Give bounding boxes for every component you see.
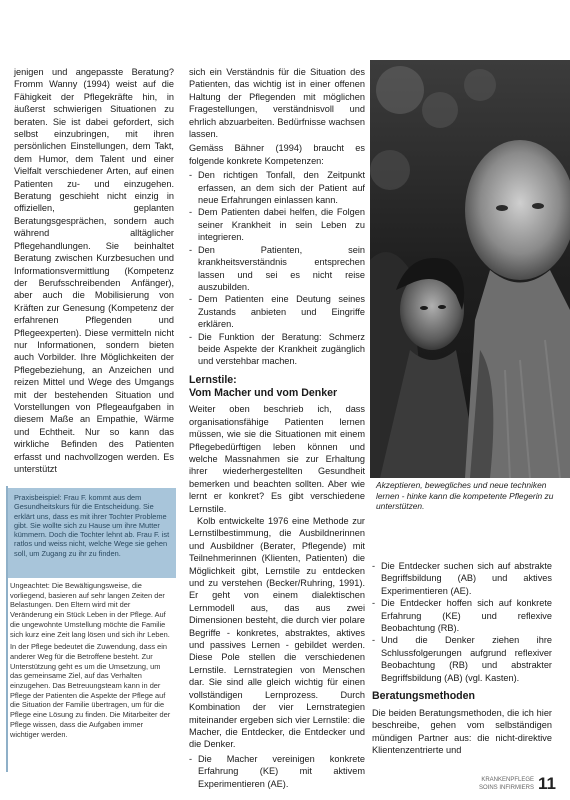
case-notes (10, 581, 174, 739)
column-left (14, 66, 174, 475)
list-item: - Dem Patienten dabei helfen, die Folgen seiner Krankheit in sein Leben zu integrieren. (189, 206, 365, 243)
journal-line: SOINS INFIRMIERS (479, 784, 535, 791)
photo-image (370, 60, 570, 478)
body-paragraph: Weiter oben beschrieb ich, dass organisationsfähige Patienten lernen müssen, wie sie die Situationen mit einem Pflegebedürftigen leben können und welche Massnahmen sie zur Erhaltung ihrer wiederhergestellten Gesundheit bemerken und beachten sollten. Aber wie lernt er konkret? Es gibt verschiedene Lernstile. (189, 404, 365, 514)
list-item: - Und die Denker ziehen ihre Schlussfolgerungen aufgrund reflexiver Beobachtung (RB) und abstrakter Begriffsbildung (AB) (vgl. Kasten). (372, 634, 552, 684)
list-item: - Den richtigen Tonfall, den Zeitpunkt erfassen, an dem sich der Patient auf neue Erfahrungen einlassen kann. (189, 169, 365, 206)
learning-style-list (372, 560, 552, 684)
body-paragraph: sich ein Verständnis für die Situation des Patienten, das wichtig ist in einer offenen Haltung der Pflegenden mit möglichen Fragestellungen, verständnisvoll und ehrlich abzuarbeiten. Bedürfnisse wachsen lassen. (189, 67, 365, 140)
body-paragraph: Kolb entwickelte 1976 eine Methode zur Lernstilbestimmung, die Ausbildnerinnen und Ausbildner (Berater, Pflegende) mit Teilnehmerinnen (Klienten, Patienten) die Möglichkeit gibt, Lernstile zu entdecken und zu verstehen (Becker/Ruhring, 1991). Er geht von einem dialektischen Lernmodell aus, das aus zwei Dimensionen besteht, die durch vier polare Begriffe - konkretes, abstraktes, aktives und passives Lernen - gebildet werden. Diese Pole stellen die verschiedenen Lernstile. Lernstrategien von Menschen dar. Sie sind alle gleich wichtig für einen vollständigen Lernprozess. Durch Kombination der vier Lernstrategien miteinander ergeben sich vier Lernstile: die Macher, die Entdecker, die Entdecker und die Denker. (189, 516, 365, 750)
list-item: - Den Patienten, sein krankheitsverständnis entsprechen lassen und sei es nicht reise auszubilden. (189, 244, 365, 294)
column-middle (189, 66, 365, 794)
list-item: - Die Macher vereinigen konkrete Erfahrung (KE) mit aktivem Experimentieren (AE). (189, 753, 365, 790)
case-paragraph: In der Pflege bedeutet die Zuwendung, dass ein anderer Weg für die Betroffene besteht. Zur Unterstützung geht es um die Umsetzung, um das gemeinsame Ziel, auf das Verhalten einzugehen. Das Betreuungsteam kann in der Pflege der Patienten die Aspekte der Pflege auf die Situation der Familie übertragen, um für die Pflege eine Lösung zu finden. Die Mitarbeiter der Pflege wissen, dass die Aufgaben immer wichtiger werden. (10, 642, 171, 739)
info-box: Praxisbeispiel: Frau F. kommt aus dem Gesundheitskurs für die Entscheidung. Sie erklärt uns, dass es mit ihrer Tochter Probleme gibt. Sie wollte sich zu Hause um ihre Mutter kümmern. Doch die Tochter lehnt ab. Frau F. ist ratlos und weiss nicht, welche Wege sie gehen soll, um Zugang zu ihr zu finden. (8, 488, 176, 578)
page-footer (479, 775, 556, 792)
body-paragraph: jenigen und angepasste Beratung? Fromm Wanny (1994) weist auf die Fähigkeit der Pflegekräfte hin, in äußerst schwierigen Situationen zu beraten. Sie ist dabei gefordert, sich selbst einzubringen, mit ihren persönlichen Einstellungen, dem Takt, dem Humor, dem Talent und einer Vielfalt verschiedener Arten, auf einen Patienten zu- und einzugehen. Beratung geschieht nicht einzig in offiziellen, geplanten Beratungsgesprächen, sondern auch während alltäglicher Pflegehandlungen. Sie beinhaltet Beratung zwischen Kurzbesuchen und Informationsvermittlung (Kompetenz der Berufsschreibenden Anfänger), aber auch die Mobilisierung von Kräften zur Genesung (Kompetenz der erfahrenen Pflegenden und Pflegeexperten). Diese vermitteln nicht nur Informationen, sondern bieten auch Vorbilder. Ihre Möglichkeiten der Pflegebeziehung, an Anzeichen und reizen Mittel und Wege des Umgangs mit der bestehenden Situation und Vorstellungen von Pflegeaufgaben in diesem Maße an Empathie, Wärme und Echtheit. Nur so kann das wirkliche Befinden des Patienten erfasst und nachvollzogen werden. Es unterstützt (14, 67, 174, 474)
photo-caption: Akzeptieren, bewegliches und neue techniken lernen - hinke kann die kompetente Pflegerin zu unterstützen. (376, 480, 554, 512)
section-heading: Beratungsmethoden (372, 690, 476, 703)
journal-line: KRANKENPFLEGE (481, 777, 535, 784)
column-right (372, 558, 552, 756)
list-item: - Die Entdecker hoffen sich auf konkrete Erfahrung (KE) und reflexive Beobachtung (RB). (372, 597, 552, 634)
journal-name (479, 777, 534, 792)
list-item: - Die Funktion der Beratung: Schmerz beide Aspekte der Krankheit zugänglich und verstehbar machen. (189, 331, 365, 368)
page-number: 11 (538, 774, 556, 793)
list-item: - Dem Patienten eine Deutung seines Zustands anbieten und Eingriffe erklären. (189, 293, 365, 330)
section-heading: Lernstile: Vom Macher und vom Denker (189, 373, 338, 399)
case-paragraph: Ungeachtet: Die Bewältigungsweise, die vorliegend, basieren auf sehr langen Zeiten der Belastungen. Den Eltern wird mit der Veränderung ein Stück Leben in der Pflege. Auf die ungewohnte Umstellung möchte die Familie sich kurz eine Zeit lang lösen und sich ihr Leben. (10, 581, 170, 639)
learning-style-list (189, 753, 365, 790)
body-paragraph: Gemäss Bähner (1994) braucht es folgende konkrete Kompetenzen: (189, 143, 365, 166)
photo (370, 60, 570, 478)
competence-list (189, 169, 365, 368)
body-paragraph: Die beiden Beratungsmethoden, die ich hier beschreibe, gehen vom selbständigen mündigen Partner aus: die nicht-direktive Klientenzentrierte und (372, 707, 552, 756)
list-item: - Die Entdecker suchen sich auf abstrakte Begriffsbildung (AB) und aktives Experimentieren (AE). (372, 560, 552, 597)
